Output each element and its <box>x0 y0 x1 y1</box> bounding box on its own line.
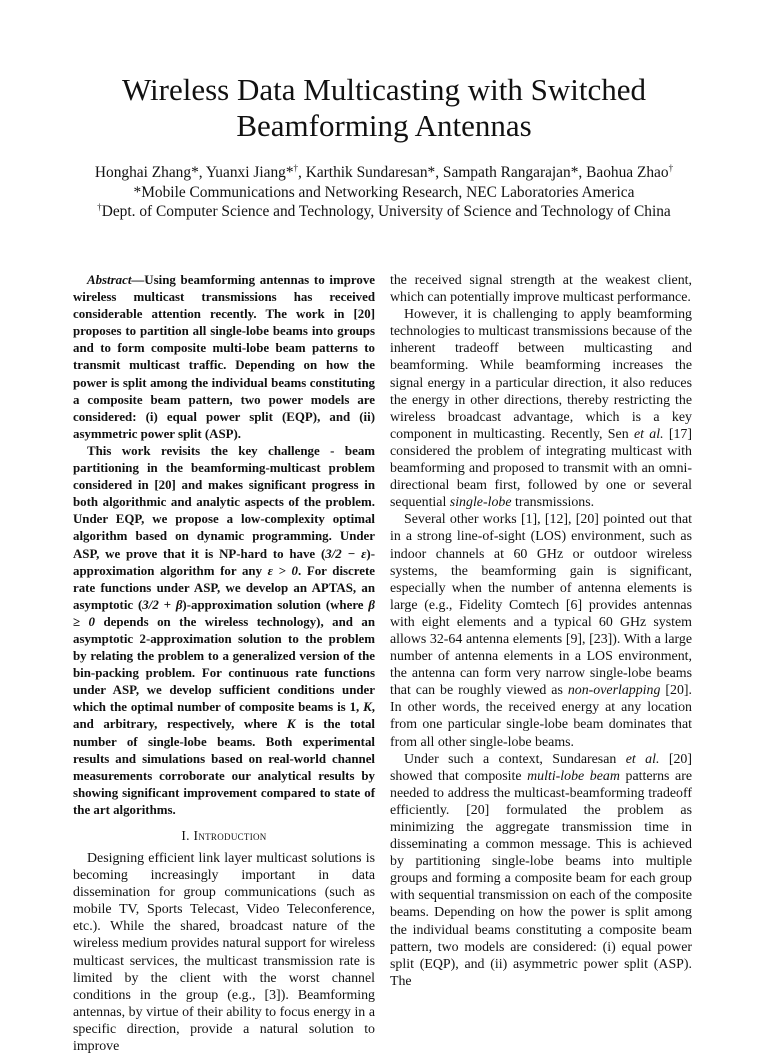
intro-paragraph-4 <box>390 751 692 990</box>
intro-text-4c: patterns are needed to address the multicast-beamforming tradeoff efficiently. [20] formulated the problem as minimizing the aggregate transmission time in disseminating a common message. This is achieved by partitioning single-lobe beams into multiple groups and forming a composite beam for each group with sequential transmission on each of the composite beams. Depending on how the power is split among the individual beams constituting a composite beam pattern, two models are considered: (i) equal power split (EQP), and (ii) asymmetric power split (ASP). The <box>390 768 693 989</box>
et-al: et al. <box>633 426 664 442</box>
math-epsilon: ε > 0 <box>267 563 298 578</box>
intro-text-3b: [20]. In other words, the received energy at any location from one particular single-lobe beam dominates that from all other single-lobe beams. <box>390 683 692 750</box>
abstract-text-2f: , and arbitrary, respectively, where <box>73 700 375 732</box>
math-k: K <box>286 717 296 732</box>
abstract-paragraph-1 <box>73 272 375 443</box>
paper-title <box>0 72 768 144</box>
affiliation-ustc-text: Dept. of Computer Science and Technology, University of Science and Technology of China <box>101 203 671 221</box>
term-non-overlapping: non-overlapping <box>567 683 661 699</box>
math-k: K <box>363 700 372 715</box>
abstract-paragraph-2 <box>73 443 375 819</box>
abstract-text-2a: This work revisits the key challenge - beam partitioning in the beamforming-multicast problem considered in [20] and makes significant progress in both algorithmic and analytic aspects of the problem. Under EQP, we propose a low-complexity optimal algorithm based on dynamic programming. Under ASP, we prove that it is NP-hard to have ( <box>73 443 375 561</box>
abstract-dash: — <box>131 273 145 287</box>
intro-text-3a: Several other works [1], [12], [20] pointed out that in a strong line-of-sight (LOS) environment, such as indoor channels at 60 GHz or outdoor wireless systems, the beamforming gain is significant, especially when the number of antenna elements is large (e.g., Fidelity Comtech [6] provides antennas with eight elements and a typical 60 GHz system allows 32-64 antenna elements [9], [23]). With a large number of antenna elements in a LOS environment, the antenna can form very narrow single-lobe beams that can be roughly viewed as <box>390 512 692 699</box>
author-names-part-1: Honghai Zhang*, Yuanxi Jiang* <box>94 164 294 181</box>
term-single-lobe: single-lobe <box>449 495 512 511</box>
author-block <box>0 163 768 222</box>
author-names-part-2: , Karthik Sundaresan*, Sampath Rangarajan*, Baohua Zhao <box>298 164 669 181</box>
affiliation-nec: *Mobile Communications and Networking Research, NEC Laboratories America <box>133 183 635 201</box>
intro-paragraph-1-cont: the received signal strength at the weakest client, which can potentially improve multicast performance. <box>390 273 692 306</box>
intro-text-4a: Under such a context, Sundaresan <box>404 751 626 767</box>
dagger-mark: † <box>97 202 102 213</box>
affiliation-ustc <box>0 202 768 222</box>
intro-paragraph-1: Designing efficient link layer multicast solutions is becoming increasingly important in data dissemination for group communications (such as mobile TV, Sports Telecast, Video Teleconference, etc.). While the shared, broadcast nature of the wireless medium provides natural support for wireless multicast services, the multicast transmission rate is limited by the client with the worst channel conditions in the group (e.g., [3]). Beamforming antennas, by virtue of their ability to focus energy in a specific direction, provide a natural solution to improve <box>73 851 375 1055</box>
section-heading-introduction: I. Introduction <box>181 828 267 843</box>
intro-paragraph-3 <box>390 511 692 750</box>
left-column <box>73 272 375 1055</box>
abstract-text-2d: )-approximation solution (where <box>182 597 369 612</box>
title-line-2: Beamforming Antennas <box>236 108 532 143</box>
intro-text-2c: transmissions. <box>511 495 595 511</box>
right-column <box>390 272 692 990</box>
intro-paragraph-2 <box>390 306 692 511</box>
abstract-text-2c: . For discrete rate functions under ASP, we develop an APTAS, an asymptotic ( <box>73 563 375 612</box>
math-beta: β ≥ 0 <box>73 597 375 629</box>
math-fraction-1: 3/2 − ε <box>325 546 367 561</box>
abstract-text-1: Using beamforming antennas to improve wireless multicast transmissions has received considerable attention recently. The work in [20] proposes to partition all single-lobe beams into groups and to form composite multi-lobe beam patterns to transmit multicast traffic. Depending on how the power is split among the individual beams constituting a composite beam pattern, two power models are considered: (i) equal power split (EQP), and (ii) asymmetric power split (ASP). <box>73 273 375 441</box>
abstract-label: Abstract <box>87 273 132 287</box>
math-fraction-2: 3/2 + β <box>142 597 183 612</box>
et-al: et al. <box>625 751 660 767</box>
author-names <box>0 163 768 183</box>
abstract-text-2g: is the total number of single-lobe beams. Both experimental results and simulations based on real-world channel measurements corroborate our analytical results by showing significant improvement compared to state of the art algorithms. <box>73 717 375 817</box>
abstract-text-2e: depends on the wireless technology), and an asymptotic 2-approximation solution to the problem by relating the problem to a generalized version of the bin-packing problem. For continuous rate functions under ASP, we develop sufficient conditions under which the optimal number of composite beams is 1, <box>73 614 376 715</box>
intro-text-2a: However, it is challenging to apply beamforming technologies to multicast transmissions because of the inherent tradeoff between multicasting and beamforming. While beamforming increases the signal energy in a particular direction, it also reduces the energy in other directions, thereby restricting the wireless broadcast advantage, which is a key component in multicasting. Recently, Sen <box>390 307 692 442</box>
dagger-mark: † <box>668 162 674 173</box>
term-multi-lobe-beam: multi-lobe beam <box>527 768 620 784</box>
title-line-1: Wireless Data Multicasting with Switched <box>122 72 646 107</box>
intro-text-2b: [17] considered the problem of integrating multicast with beamforming and proposed to transmit with an omni-directional beam first, followed by one or several sequential <box>390 426 693 511</box>
intro-text-4b: [20] showed that composite <box>390 751 692 784</box>
abstract-text-2b: )-approximation algorithm for any <box>73 546 375 578</box>
dagger-mark: † <box>293 162 299 173</box>
